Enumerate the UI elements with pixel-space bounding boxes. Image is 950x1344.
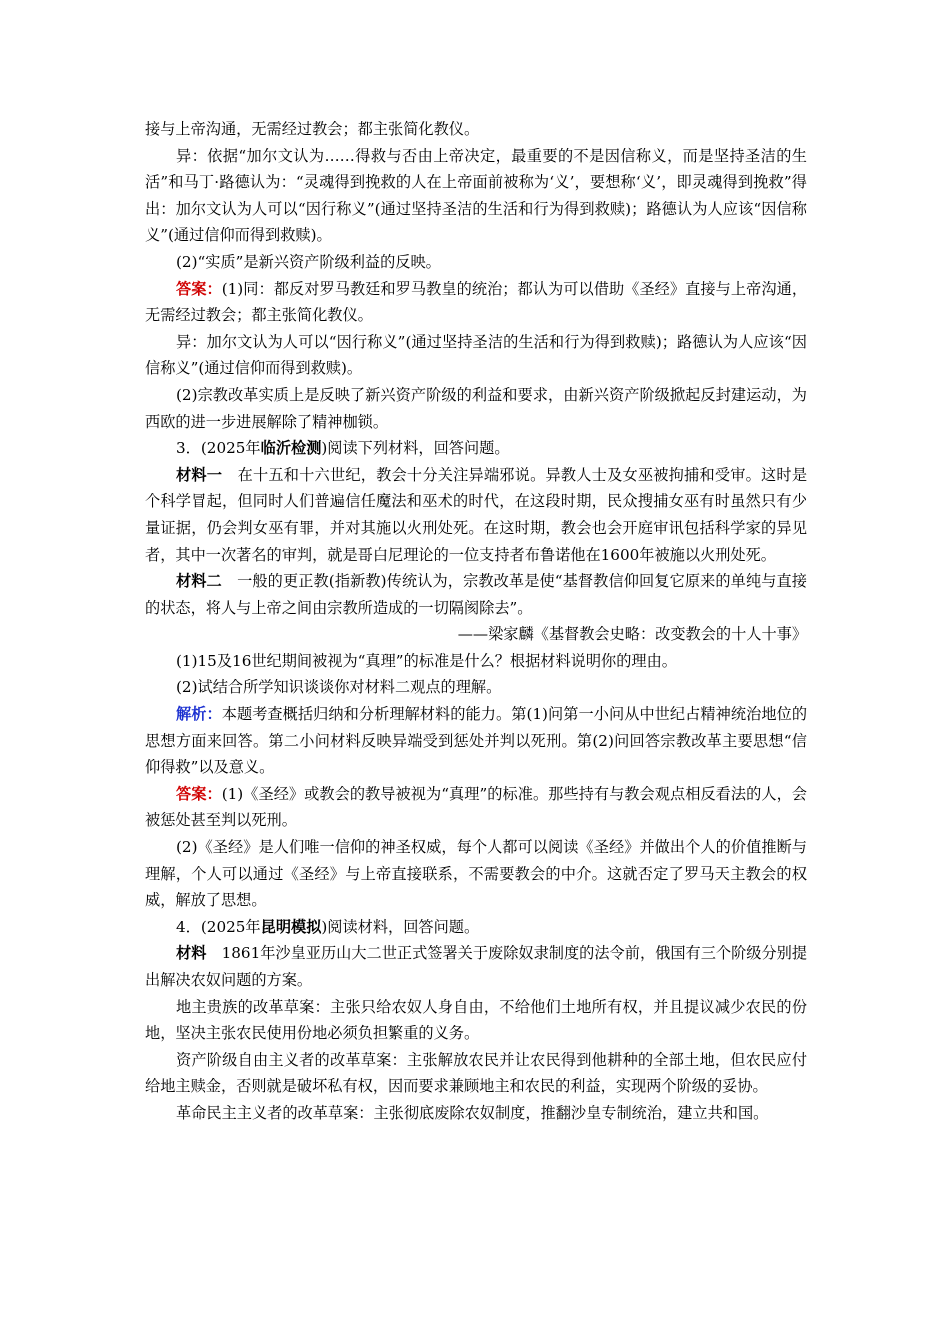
material-text: 1861年沙皇亚历山大二世正式签署关于废除奴隶制度的法令前，俄国有三个阶级分别提出解决农奴问题的方案。 bbox=[145, 944, 808, 989]
material-label: 材料 bbox=[176, 944, 207, 963]
material-text: 一般的更正教(指新教)传统认为，宗教改革是使“基督教信仰回复它原来的单纯与直接的状态，将人与上帝之间由宗教所造成的一切隔阂除去”。 bbox=[145, 572, 807, 617]
paragraph: 接与上帝沟通，无需经过教会；都主张简化教仪。 bbox=[145, 120, 480, 138]
question-source: 临沂检测 bbox=[260, 439, 322, 458]
paragraph: (2)《圣经》是人们唯一信仰的神圣权威，每个人都可以阅读《圣经》并做出个人的价值推断与理解，个人可以通过《圣经》与上帝直接联系，不需要教会的中介。这就否定了罗马天主教会的权威，解放了思想。 bbox=[145, 838, 807, 910]
document-page bbox=[145, 116, 807, 1127]
answer-text: (1)同：都反对罗马教廷和罗马教皇的统治；都认为可以借助《圣经》直接与上帝沟通，无需经过教会；都主张简化教仪。 bbox=[145, 279, 808, 325]
question-heading bbox=[145, 435, 807, 462]
material-paragraph bbox=[145, 940, 807, 993]
paragraph: (2)宗教改革实质上是反映了新兴资产阶级的利益和要求，由新兴资产阶级掀起反封建运动，为西欧的进一步进展解除了精神枷锁。 bbox=[145, 385, 807, 431]
analysis-label: 解析： bbox=[176, 705, 222, 724]
paragraph: (2)“实质”是新兴资产阶级利益的反映。 bbox=[176, 252, 441, 271]
analysis-text: 本题考查概括归纳和分析理解材料的能力。第(1)问第一小问从中世纪占精神统治地位的思想方面来回答。第二小问材料反映异端受到惩处并判以死刑。第(2)问回答宗教改革主要思想“信仰得救”以及意义。 bbox=[145, 705, 808, 777]
material-label: 材料二 bbox=[176, 572, 222, 591]
answer-paragraph bbox=[145, 781, 807, 834]
citation: ——梁家麟《基督教会史略：改变教会的十人十事》 bbox=[457, 625, 807, 644]
paragraph: 异：加尔文认为人可以“因行称义”(通过坚持圣洁的生活和行为得到救赎)；路德认为人应该“因信称义”(通过信仰而得到救赎)。 bbox=[145, 332, 807, 378]
question-source: 昆明模拟 bbox=[260, 917, 322, 936]
paragraph: 资产阶级自由主义者的改革草案：主张解放农民并让农民得到他耕种的全部土地，但农民应付给地主赎金，否则就是破坏私有权，因而要求兼顾地主和农民的利益，实现两个阶级的妥协。 bbox=[145, 1050, 807, 1096]
answer-label: 答案： bbox=[176, 279, 222, 298]
answer-label: 答案： bbox=[176, 784, 222, 803]
answer-paragraph bbox=[145, 276, 807, 329]
answer-text: (1)《圣经》或教会的教导被视为“真理”的标准。那些持有与教会观点相反看法的人，会被惩处甚至判以死刑。 bbox=[145, 784, 807, 830]
subquestion: (2)试结合所学知识谈谈你对材料二观点的理解。 bbox=[176, 678, 502, 697]
question-text: )阅读材料，回答问题。 bbox=[321, 917, 480, 936]
material-label: 材料一 bbox=[176, 465, 223, 484]
paragraph: 异：依据“加尔文认为……得救与否由上帝决定，最重要的不是因信称义，而是坚持圣洁的生活”和马丁·路德认为：“灵魂得到挽救的人在上帝面前被称为‘义’，要想称‘义’，即灵魂得到挽救”得出：加尔文认为人可以“因行称义”(通过坚持圣洁的生活和行为得到救赎)；路德认为人应该“因信称义”(通过信仰而得到救赎)。 bbox=[145, 146, 807, 245]
paragraph: 革命民主主义者的改革草案：主张彻底废除农奴制度，推翻沙皇专制统治，建立共和国。 bbox=[176, 1103, 769, 1122]
material-paragraph bbox=[145, 462, 807, 568]
question-number: 4．(2025年 bbox=[176, 917, 261, 936]
question-heading bbox=[145, 914, 807, 941]
question-number: 3．(2025年 bbox=[176, 439, 261, 458]
material-paragraph bbox=[145, 568, 807, 621]
analysis-paragraph bbox=[145, 701, 807, 781]
paragraph: 地主贵族的改革草案：主张只给农奴人身自由，不给他们土地所有权，并且提议减少农民的份地，坚决主张农民使用份地必须负担繁重的义务。 bbox=[145, 997, 807, 1043]
subquestion: (1)15及16世纪期间被视为“真理”的标准是什么？根据材料说明你的理由。 bbox=[176, 651, 677, 670]
question-text: )阅读下列材料，回答问题。 bbox=[321, 439, 510, 458]
material-text: 在十五和十六世纪，教会十分关注异端邪说。异教人士及女巫被拘捕和受审。这时是个科学冒起，但同时人们普遍信任魔法和巫术的时代，在这段时期，民众搜捕女巫有时虽然只有少量证据，仍会判女巫有罪，并对其施以火刑处死。在这时期，教会也会开庭审讯包括科学家的异见者，其中一次著名的审判，就是哥白尼理论的一位支持者布鲁诺他在1600年被施以火刑处死。 bbox=[145, 465, 808, 564]
